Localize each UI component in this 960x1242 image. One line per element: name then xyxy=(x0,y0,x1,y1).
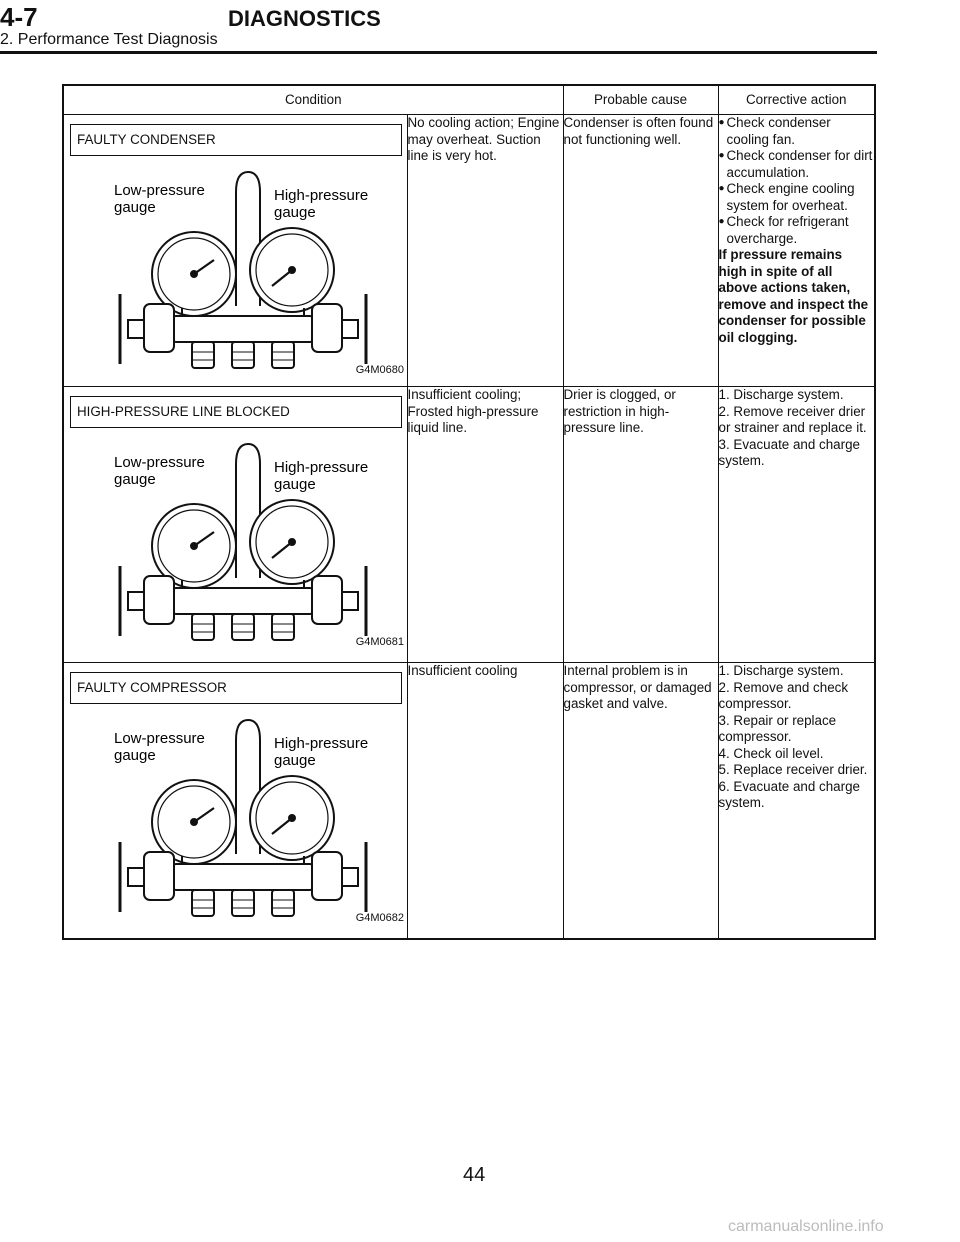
figure-id: G4M0682 xyxy=(355,911,404,924)
cause-cell: Condenser is often found not functioning well. xyxy=(563,115,718,387)
table-header-row xyxy=(63,85,875,115)
symptom-cell: No cooling action; Engine may overheat. Suction line is very hot. xyxy=(407,115,563,387)
gauge-label-high: High-pressure xyxy=(274,735,369,752)
action-step: 2. Remove receiver drier or strainer and replace it. xyxy=(718,403,867,435)
gauge-label-high: High-pressure xyxy=(274,187,369,204)
table-row xyxy=(63,387,875,663)
condition-cell xyxy=(63,663,407,939)
condition-cell xyxy=(63,387,407,663)
symptom-cell: Insufficient cooling; Frosted high-pressure liquid line. xyxy=(407,387,563,663)
action-bullet: ● Check condenser for dirt accumulation. xyxy=(718,148,873,180)
gauge-label-low-2: gauge xyxy=(114,471,156,488)
action-bullet: ● Check for refrigerant overcharge. xyxy=(718,214,849,246)
gauge-figure xyxy=(64,428,408,656)
manifold-gauge-illustration xyxy=(64,704,408,932)
column-header-corrective-action: Corrective action xyxy=(718,85,875,115)
gauge-label-high: High-pressure xyxy=(274,459,369,476)
action-step: 1. Discharge system. xyxy=(718,663,844,678)
action-step: 1. Discharge system. xyxy=(718,387,844,402)
condition-label: FAULTY COMPRESSOR xyxy=(70,672,402,704)
bullet-icon: ● xyxy=(718,150,725,161)
action-step: 3. Evacuate and charge system. xyxy=(718,436,860,468)
cause-cell: Drier is clogged, or restriction in high-pressure line. xyxy=(563,387,718,663)
action-cell xyxy=(718,387,875,663)
figure-id: G4M0681 xyxy=(355,635,404,648)
action-step: 4. Check oil level. xyxy=(718,745,824,761)
header-rule xyxy=(0,51,877,54)
action-step: 5. Replace receiver drier. xyxy=(718,762,868,777)
gauge-label-low: Low-pressure xyxy=(114,730,205,747)
gauge-label-high-2: gauge xyxy=(274,204,316,221)
manifold-gauge-illustration xyxy=(64,428,408,656)
table-row xyxy=(63,115,875,387)
gauge-figure xyxy=(64,704,408,932)
action-step: 3. Repair or replace compressor. xyxy=(718,712,837,744)
bullet-icon: ● xyxy=(718,117,725,128)
figure-id: G4M0680 xyxy=(355,363,404,376)
table-row xyxy=(63,663,875,939)
page-title: DIAGNOSTICS xyxy=(228,6,381,31)
cause-cell: Internal problem is in compressor, or damaged gasket and valve. xyxy=(563,663,718,939)
action-cell xyxy=(718,663,875,939)
gauge-label-low-2: gauge xyxy=(114,747,156,764)
watermark: carmanualsonline.info xyxy=(728,1218,884,1235)
bullet-icon: ● xyxy=(718,216,725,227)
column-header-condition: Condition xyxy=(63,85,563,115)
action-step: 6. Evacuate and charge system. xyxy=(718,778,860,810)
gauge-label-high-2: gauge xyxy=(274,476,316,493)
action-step: 2. Remove and check compressor. xyxy=(718,679,849,711)
action-note: If pressure remains high in spite of all above actions taken, remove and inspect the condenser for possible oil clogging. xyxy=(718,247,869,345)
action-cell xyxy=(718,115,875,387)
symptom-cell: Insufficient cooling xyxy=(407,663,563,939)
action-bullet: ● Check engine cooling system for overheat. xyxy=(718,181,855,213)
section-code: 4-7 xyxy=(0,2,38,32)
page-number: 44 xyxy=(463,1164,486,1186)
gauge-label-low-2: gauge xyxy=(114,199,156,216)
diagnosis-table xyxy=(62,84,876,940)
column-header-probable-cause: Probable cause xyxy=(563,85,718,115)
page-subtitle: 2. Performance Test Diagnosis xyxy=(0,31,218,48)
manifold-gauge-illustration xyxy=(64,156,408,384)
condition-label: HIGH-PRESSURE LINE BLOCKED xyxy=(70,396,402,428)
gauge-label-low: Low-pressure xyxy=(114,182,205,199)
gauge-figure xyxy=(64,156,408,384)
gauge-label-high-2: gauge xyxy=(274,752,316,769)
action-bullet: ● Check condenser cooling fan. xyxy=(718,115,831,147)
condition-label: FAULTY CONDENSER xyxy=(70,124,402,156)
gauge-label-low: Low-pressure xyxy=(114,454,205,471)
condition-cell xyxy=(63,115,407,387)
bullet-icon: ● xyxy=(718,183,725,194)
